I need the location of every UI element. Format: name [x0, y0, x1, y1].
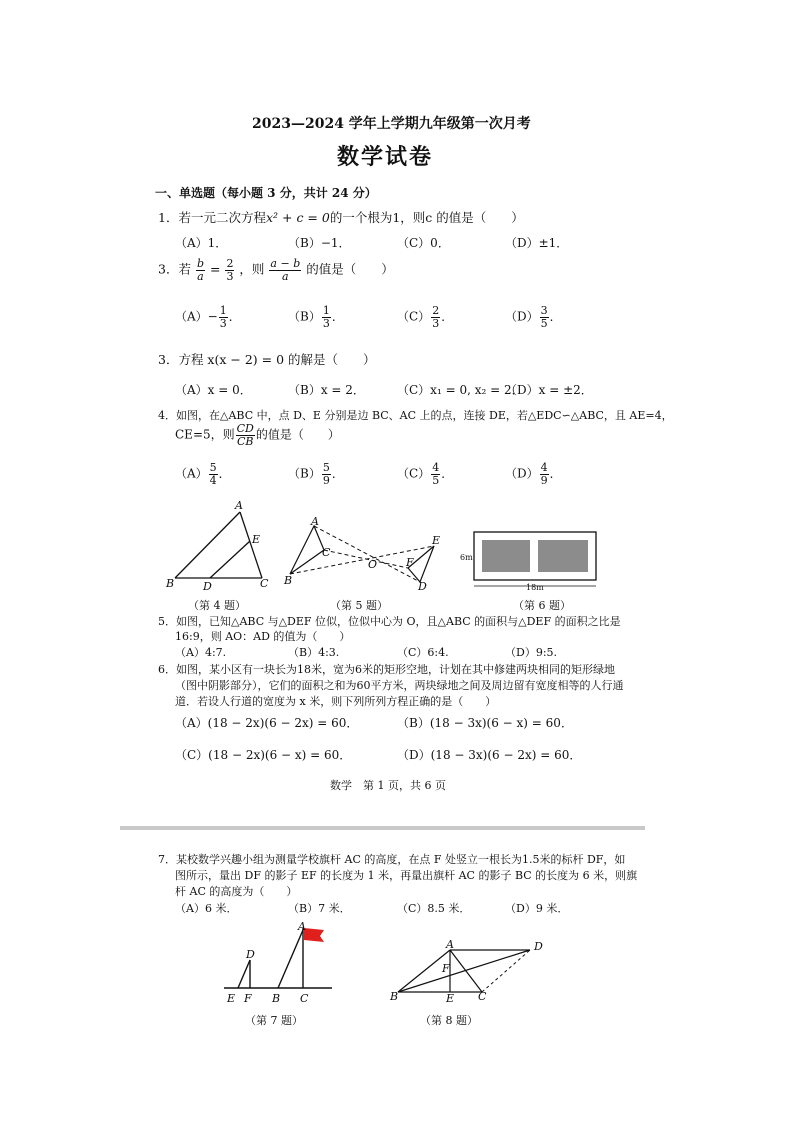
- figure-4-triangle: [160, 498, 280, 596]
- q2-prefix: 3．若: [158, 261, 191, 277]
- fig4-label-e: E: [252, 533, 261, 546]
- q1-option-d[interactable]: （D）±1．: [505, 236, 569, 250]
- q2-option-d[interactable]: （D） $\frac{3}{5}$ ．: [505, 304, 562, 330]
- q5-option-a[interactable]: （A）4:7.: [175, 646, 227, 659]
- fig4-label-d: D: [203, 580, 212, 593]
- q2-option-a[interactable]: （A）− $\frac{1}{3}$ ．: [175, 304, 241, 330]
- fig5-label-d: D: [418, 580, 427, 593]
- q1-equation: x² + c = 0: [265, 210, 330, 225]
- figure-8-caption: （第 8 题）: [420, 1014, 478, 1027]
- q7-option-b[interactable]: （B）7 米．: [288, 902, 351, 915]
- question-7-line-1: 7．某校数学兴趣小组为测量学校旗杆 AC 的高度，在点 F 处竖立一根长为1.5米的标杆 DF，如: [158, 853, 626, 866]
- question-4-line-1: 4．如图，在△ABC 中，点 D、E 分别是边 BC、AC 上的点，连接 DE，若△EDC∽△ABC，且 AE=4，: [158, 409, 673, 422]
- figure-5-homothety: [282, 512, 447, 596]
- question-6-line-1: 6．如图，某小区有一块长为18米，宽为6米的矩形空地，计划在其中修建两块相同的矩形绿地: [158, 663, 615, 676]
- question-4-line-2: CE=5，则 $\frac{CD}{CB}$ 的值是（ ）: [175, 422, 340, 448]
- fig5-label-e: E: [432, 534, 441, 547]
- q7-option-c[interactable]: （C）8.5 米．: [397, 902, 471, 915]
- fig4-label-b: B: [166, 577, 175, 590]
- q3-option-a[interactable]: （A）x = 0．: [175, 383, 252, 397]
- fig5-label-o: O: [368, 558, 378, 571]
- question-2: [158, 258, 394, 282]
- subject-title: 数学试卷: [337, 144, 434, 170]
- fig7-label-f: F: [244, 992, 252, 1005]
- q4-option-c[interactable]: （C） $\frac{4}{5}$ ．: [397, 461, 454, 487]
- q2-fraction-3: $\frac{a - b}{a}$: [270, 257, 301, 283]
- q6-option-c[interactable]: （C）(18 − 2x)(6 − x) = 60．: [175, 748, 352, 762]
- q2-option-c[interactable]: （C） $\frac{2}{3}$ ．: [397, 304, 454, 330]
- q6-option-a[interactable]: （A）(18 − 2x)(6 − 2x) = 60．: [175, 716, 359, 730]
- q2-option-b[interactable]: （B） $\frac{1}{3}$ ．: [288, 304, 344, 330]
- q6-option-d[interactable]: （D）(18 − 3x)(6 − 2x) = 60．: [397, 748, 582, 762]
- q6-option-b[interactable]: （B）(18 − 3x)(6 − x) = 60．: [397, 716, 573, 730]
- question-5-line-2: 16:9，则 AO：AD 的值为（ ）: [175, 630, 351, 643]
- figure-7-flagpole: [220, 918, 335, 1010]
- q2-mid: ，则: [239, 261, 265, 277]
- question-5-line-1: 5．如图，已知△ABC 与△DEF 位似，位似中心为 O，且△ABC 的面积与△DEF 的面积之比是: [158, 615, 621, 628]
- question-1: [158, 208, 524, 226]
- q1-option-c[interactable]: （C）0．: [397, 236, 450, 250]
- q3-option-b[interactable]: （B）x = 2．: [288, 383, 365, 397]
- figure-5-caption: （第 5 题）: [330, 599, 388, 612]
- fig7-label-b: B: [272, 992, 281, 1005]
- fig7-label-c: C: [300, 992, 309, 1005]
- fig7-flag-icon: [304, 928, 324, 942]
- fig8-label-a: A: [446, 938, 454, 951]
- fig8-label-f: F: [442, 962, 450, 975]
- q1-text-after: 的一个根为1，则c 的值是（ ）: [329, 210, 524, 225]
- figure-4-caption: （第 4 题）: [188, 599, 246, 612]
- fig6-width-label: 18m: [526, 583, 544, 592]
- fig4-label-a: A: [235, 499, 243, 512]
- question-7-line-3: 杆 AC 的高度为（ ）: [175, 885, 298, 898]
- fig7-label-e: E: [227, 992, 236, 1005]
- q2-equals: =: [209, 261, 221, 277]
- fig8-label-b: B: [390, 990, 399, 1003]
- section-heading: 一、单选题（每小题 3 分，共计 24 分）: [155, 186, 377, 200]
- question-6-line-3: 道．若设人行道的宽度为 x 米，则下列所列方程正确的是（ ）: [175, 695, 497, 708]
- fig6-height-label: 6m: [460, 553, 473, 562]
- fig6-green-area-left: [482, 540, 530, 572]
- q2-suffix: 的值是（ ）: [306, 261, 394, 277]
- page-footer: 数学 第 1 页，共 6 页: [330, 779, 446, 792]
- q2-fraction-2: $\frac{2}{3}$: [226, 257, 234, 283]
- fig5-label-b: B: [284, 574, 293, 587]
- fig6-green-area-right: [538, 540, 588, 572]
- exam-title: 2023—2024 学年上学期九年级第一次月考: [252, 116, 531, 132]
- q3-option-c[interactable]: （C）x₁ = 0, x₂ = 2．: [397, 383, 524, 397]
- question-7-line-2: 图所示，量出 DF 的影子 EF 的长度为 1 米，再量出旗杆 AC 的影子 BC 的长度为 6 米，则旗: [175, 869, 638, 882]
- fig5-label-a: A: [311, 515, 319, 528]
- fig5-label-c: C: [322, 546, 331, 559]
- fig5-label-f: F: [406, 556, 414, 569]
- fig8-label-c: C: [478, 990, 487, 1003]
- q7-option-a[interactable]: （A）6 米．: [175, 902, 238, 915]
- fig7-label-d: D: [246, 948, 255, 961]
- q1-text-before: 1．若一元二次方程: [158, 210, 266, 225]
- q5-option-b[interactable]: （B）4:3.: [288, 646, 340, 659]
- q3-option-d[interactable]: （D）x = ±2．: [505, 383, 593, 397]
- figure-7-caption: （第 7 题）: [245, 1014, 303, 1027]
- q4-option-d[interactable]: （D） $\frac{4}{9}$ ．: [505, 461, 562, 487]
- fig8-label-e: E: [446, 992, 455, 1005]
- figure-8-parallelogram: [388, 936, 548, 1006]
- question-6-line-2: （图中阴影部分），它们的面积之和为60平方米，两块绿地之间及周边留有宽度相等的人行通: [175, 679, 624, 692]
- fig4-label-c: C: [260, 577, 269, 590]
- q4-option-b[interactable]: （B） $\frac{5}{9}$ ．: [288, 461, 344, 487]
- q1-option-b[interactable]: （B）−1．: [288, 236, 351, 250]
- q5-option-c[interactable]: （C）6:4.: [397, 646, 449, 659]
- q1-option-a[interactable]: （A）1．: [175, 236, 228, 250]
- fig7-label-a: A: [298, 920, 306, 933]
- q2-fraction-1: $\frac{b}{a}$: [196, 257, 204, 283]
- page-divider: [120, 826, 645, 830]
- q7-option-d[interactable]: （D）9 米．: [505, 902, 569, 915]
- q4-option-a[interactable]: （A） $\frac{5}{4}$ ．: [175, 461, 231, 487]
- question-3: 3．方程 x(x − 2) = 0 的解是（ ）: [158, 352, 376, 367]
- figure-6-rectangle-plot: [460, 528, 600, 592]
- q5-option-d[interactable]: （D）9:5.: [505, 646, 558, 659]
- fig8-label-d: D: [534, 940, 543, 953]
- figure-6-caption: （第 6 题）: [513, 599, 571, 612]
